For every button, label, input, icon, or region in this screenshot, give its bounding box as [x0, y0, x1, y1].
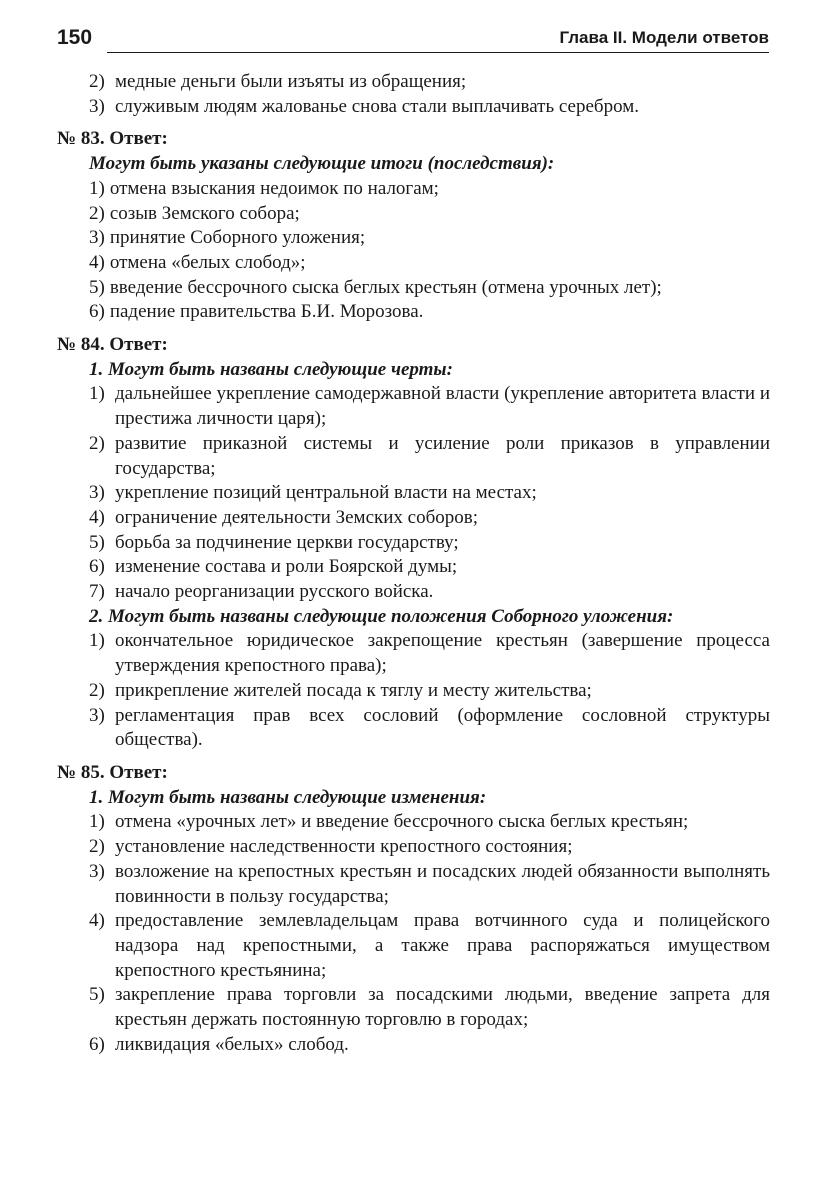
- list-item: [57, 276, 770, 301]
- page-content: [57, 70, 770, 1057]
- item-text: отмена взыскания недоимок по налогам;: [109, 177, 439, 199]
- list-item: [57, 95, 770, 120]
- list-item: [57, 70, 770, 95]
- item-text: предоставление землевладельцам права вотчинного суда и полицейского надзора над крепостными, а также права распоряжаться имуществом крепостного крестьянина;: [115, 910, 770, 981]
- item-text: падение правительства Б.И. Морозова.: [109, 301, 424, 323]
- item-text: укрепление позиций центральной власти на местах;: [115, 482, 537, 504]
- item-number: 1): [89, 630, 105, 652]
- list-item: [57, 177, 770, 202]
- item-number: 3): [89, 860, 105, 882]
- item-text: борьба за подчинение церкви государству;: [115, 531, 459, 553]
- item-number: 2): [89, 836, 105, 858]
- list-item: [57, 810, 770, 835]
- list-item: [57, 860, 770, 909]
- list-item: [57, 531, 770, 556]
- chapter-title: Глава II. Модели ответов: [559, 28, 769, 47]
- item-text: созыв Земского собора;: [109, 202, 300, 224]
- list-item: [57, 555, 770, 580]
- section-subheading: 2. Могут быть названы следующие положения Соборного уложения:: [89, 605, 674, 627]
- list-item: [57, 679, 770, 704]
- list-item: [57, 300, 770, 325]
- item-text: введение бессрочного сыска беглых крестьян (отмена урочных лет);: [109, 276, 662, 298]
- item-text: развитие приказной системы и усиление роли приказов в управлении государства;: [115, 432, 770, 479]
- item-number: 6): [89, 301, 105, 323]
- item-number: 1): [89, 177, 105, 199]
- item-text: ликвидация «белых» слобод.: [115, 1033, 349, 1055]
- list-item: [57, 382, 770, 431]
- item-number: 5): [89, 276, 105, 298]
- list-item: [57, 704, 770, 753]
- item-number: 4): [89, 251, 105, 273]
- item-number: 1): [89, 811, 105, 833]
- item-text: служивым людям жалованье снова стали выплачивать серебром.: [115, 95, 639, 117]
- item-text: начало реорганизации русского войска.: [115, 581, 434, 603]
- item-text: медные деньги были изъяты из обращения;: [115, 71, 467, 92]
- item-number: 5): [89, 531, 105, 553]
- list-item: [57, 481, 770, 506]
- item-text: возложение на крепостных крестьян и посадских людей обязанности выполнять повинности в пользу государства;: [115, 860, 770, 907]
- list-item: [57, 835, 770, 860]
- item-number: 3): [89, 482, 105, 504]
- item-text: регламентация прав всех сословий (оформление сословной структуры общества).: [115, 704, 770, 751]
- list-item: [57, 983, 770, 1032]
- item-number: 5): [89, 984, 105, 1006]
- item-number: 4): [89, 506, 105, 528]
- item-text: принятие Соборного уложения;: [109, 227, 366, 249]
- answer-heading: № 84. Ответ:: [57, 334, 168, 356]
- item-number: 1): [89, 383, 105, 405]
- item-number: 6): [89, 556, 105, 578]
- item-number: 3): [89, 95, 105, 117]
- item-number: 4): [89, 910, 105, 932]
- list-item: [57, 506, 770, 531]
- item-text: отмена «белых слобод»;: [109, 251, 306, 273]
- list-item: [57, 909, 770, 983]
- item-text: дальнейшее укрепление самодержавной власти (укрепление авторитета власти и престижа личности царя);: [115, 383, 770, 430]
- item-number: 2): [89, 432, 105, 454]
- item-number: 3): [89, 227, 105, 249]
- running-header: [57, 26, 769, 56]
- section-subheading: Могут быть указаны следующие итоги (последствия):: [89, 153, 555, 175]
- item-text: прикрепление жителей посада к тяглу и месту жительства;: [115, 679, 592, 701]
- answer-heading: № 85. Ответ:: [57, 761, 168, 783]
- list-item: [57, 202, 770, 227]
- header-rule: [107, 52, 769, 53]
- item-text: ограничение деятельности Земских соборов;: [115, 506, 478, 528]
- item-text: установление наследственности крепостного состояния;: [115, 836, 573, 858]
- list-item: [57, 226, 770, 251]
- list-item: [57, 1033, 770, 1058]
- item-text: окончательное юридическое закрепощение крестьян (завершение процесса утверждения крепостного права);: [115, 630, 770, 677]
- item-text: закрепление права торговли за посадскими людьми, введение запрета для крестьян держать постоянную торговлю в городах;: [115, 984, 770, 1031]
- item-number: 2): [89, 679, 105, 701]
- item-number: 6): [89, 1033, 105, 1055]
- item-number: 3): [89, 704, 105, 726]
- item-number: 7): [89, 581, 105, 603]
- answer-heading: № 83. Ответ:: [57, 128, 168, 150]
- section-subheading: 1. Могут быть названы следующие изменения:: [89, 786, 487, 808]
- item-number: 2): [89, 202, 105, 224]
- list-item: [57, 580, 770, 605]
- item-text: изменение состава и роли Боярской думы;: [115, 556, 458, 578]
- section-subheading: 1. Могут быть названы следующие черты:: [89, 358, 453, 380]
- item-number: 2): [89, 71, 105, 92]
- item-text: отмена «урочных лет» и введение бессрочного сыска беглых крестьян;: [115, 811, 689, 833]
- list-item: [57, 629, 770, 678]
- page-number: 150: [57, 26, 93, 49]
- list-item: [57, 432, 770, 481]
- list-item: [57, 251, 770, 276]
